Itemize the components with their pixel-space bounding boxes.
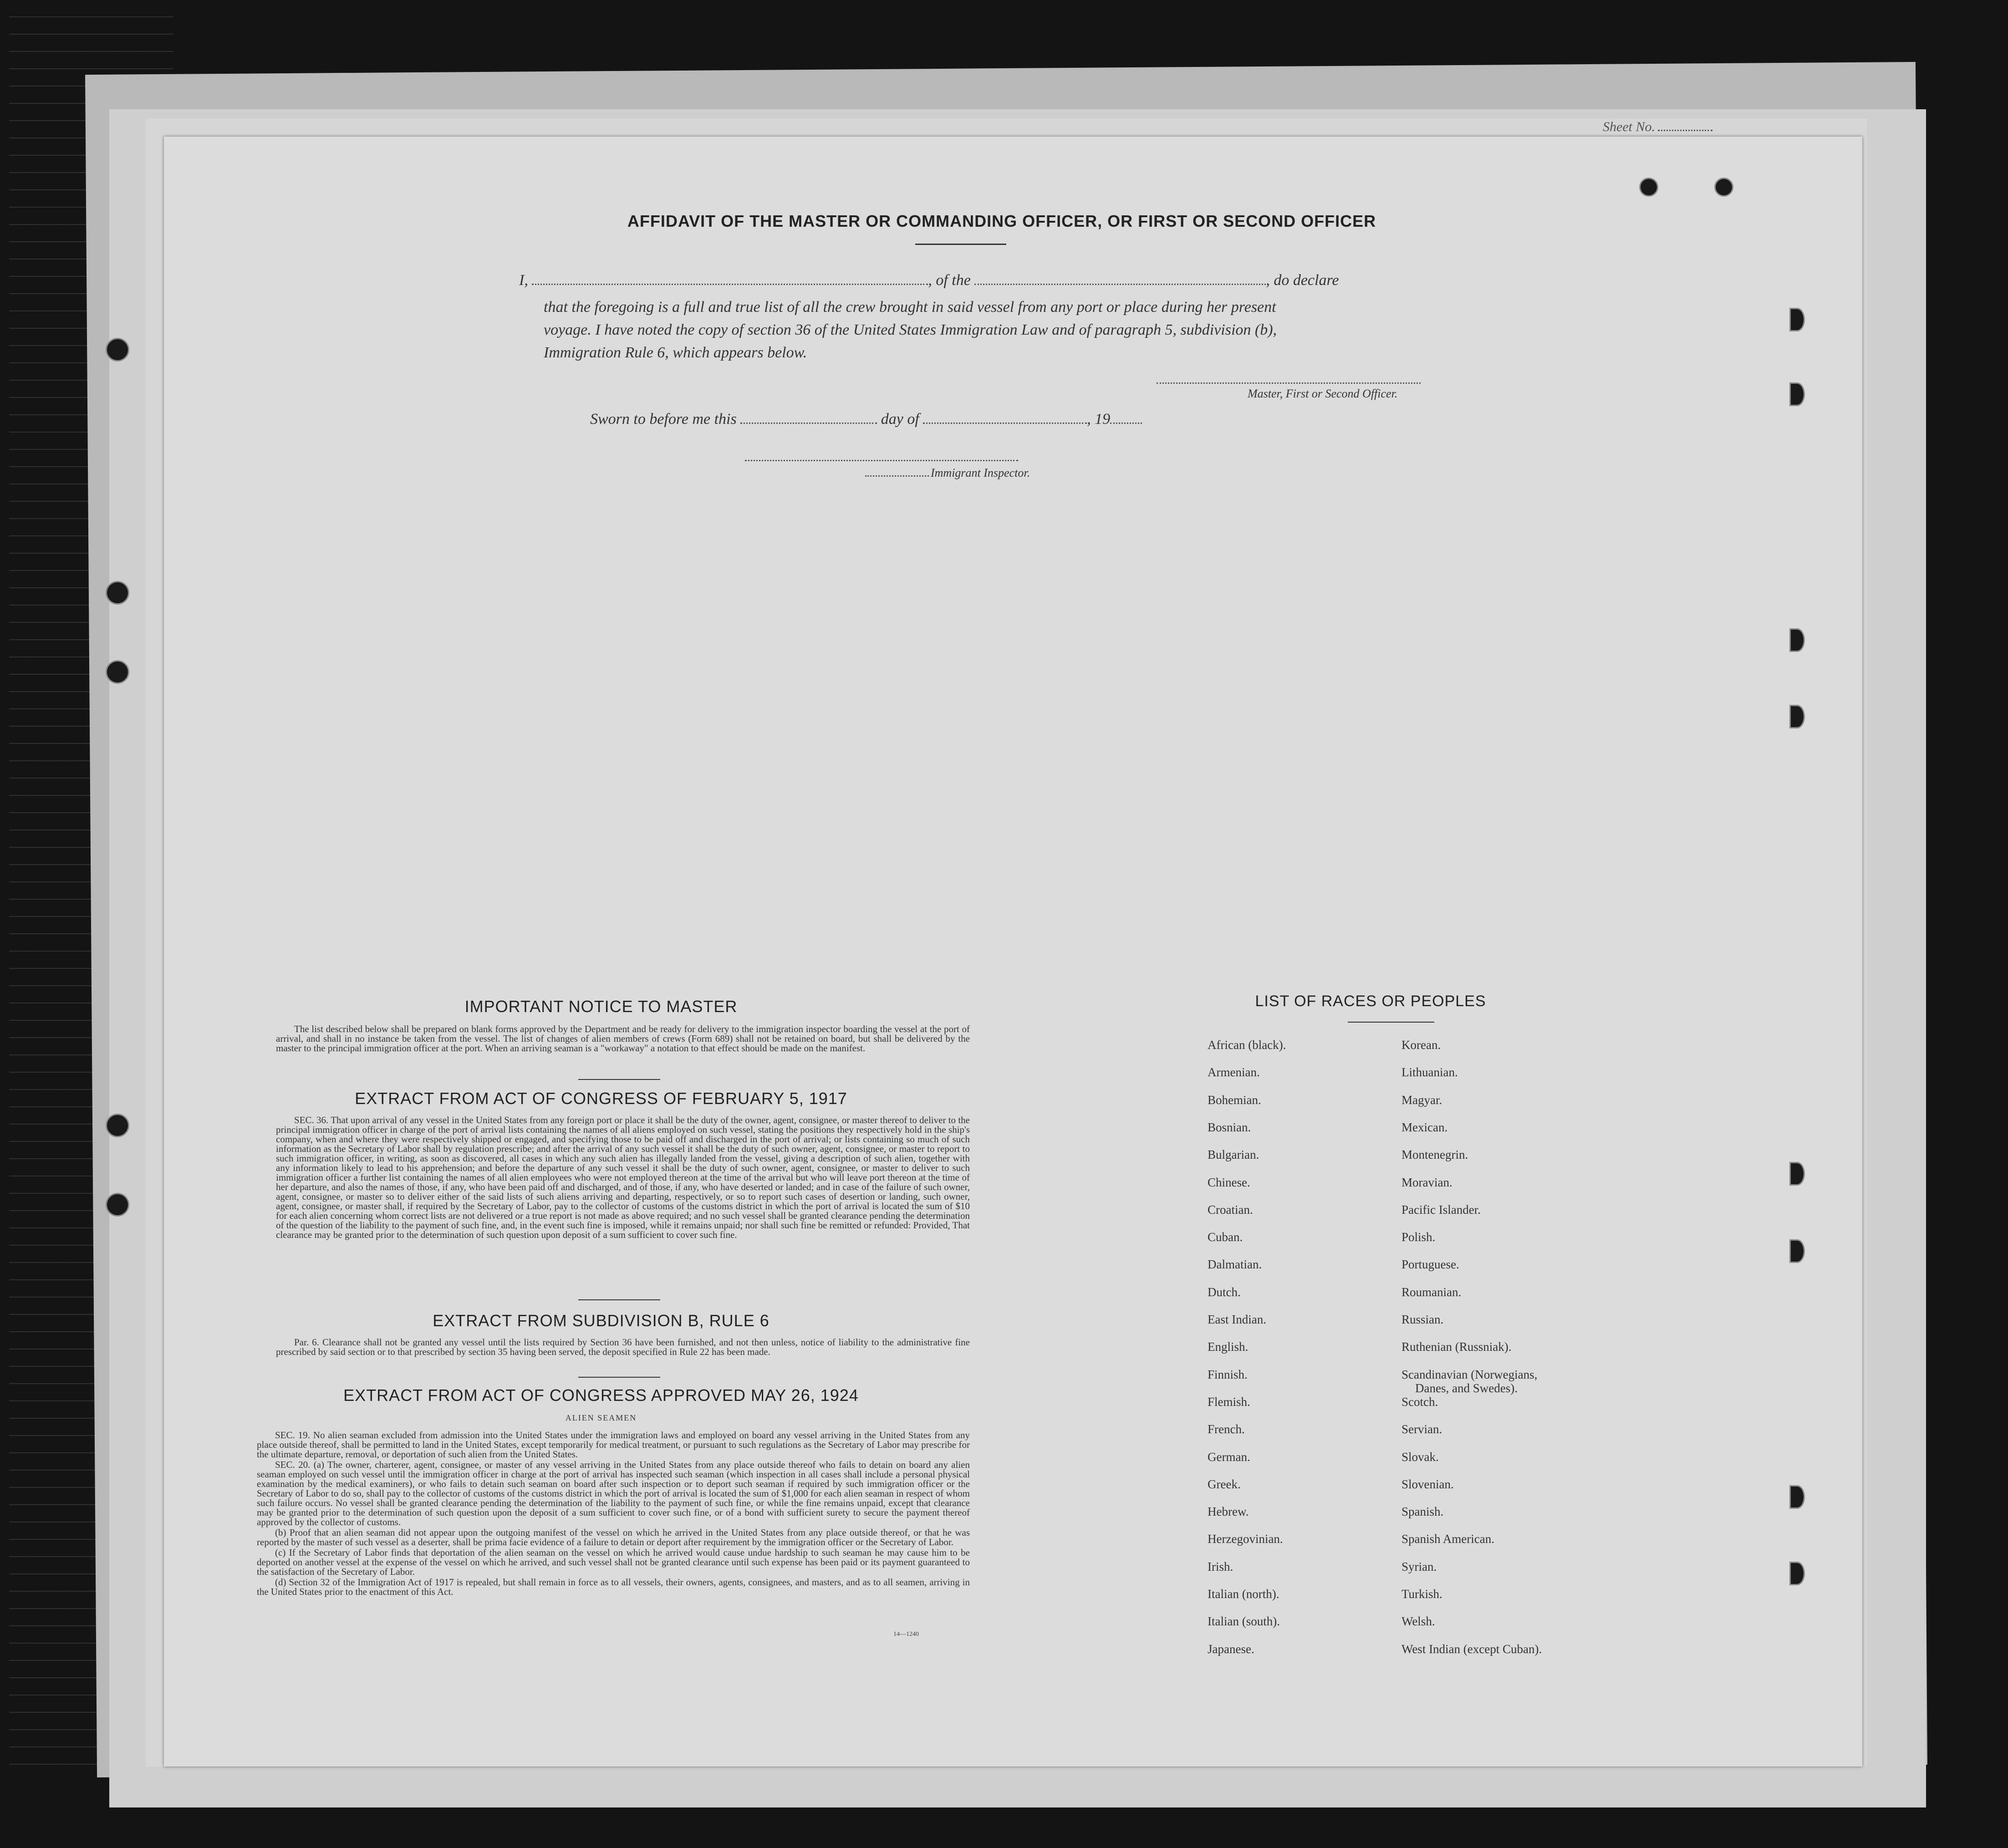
race-entry: Japanese. [1208, 1642, 1254, 1656]
race-entry: Herzegovinian. [1208, 1532, 1283, 1546]
sheet-number [1603, 119, 1712, 135]
binder-hole-icon [106, 338, 129, 361]
race-entry: Magyar. [1402, 1093, 1442, 1107]
race-entry: Scandinavian (Norwegians, [1402, 1367, 1538, 1381]
race-entry: Moravian. [1402, 1175, 1452, 1189]
affidavit-title: AFFIDAVIT OF THE MASTER OR COMMANDING OFFICER, OR FIRST OR SECOND OFFICER [627, 212, 1376, 230]
race-entry: West Indian (except Cuban). [1402, 1642, 1542, 1656]
binder-hole-icon [1789, 1562, 1805, 1585]
race-entry: Bosnian. [1208, 1120, 1251, 1134]
affidavit-text-line: voyage. I have noted the copy of section 36 of the United States Immigration Law and of paragraph 5, subdivision (b), [544, 321, 1277, 338]
race-entry: Servian. [1402, 1422, 1442, 1436]
section-rule [578, 1377, 660, 1378]
race-entry: Bohemian. [1208, 1093, 1261, 1107]
notice-paragraph: The list described below shall be prepared on blank forms approved by the Department and be ready for delivery to the immigration inspector boarding the vessel at the port of arrival, and shall in no instance be taken from the vessel. The list of changes of alien members of crews (Form 689) shall not be retained on board, but shall be delivered by the master to the principal immigration officer at the port. When an arriving seaman is a "workaway" a notation to that effect should be made on the manifest. [276, 1023, 970, 1054]
inspector-dots [865, 469, 929, 477]
binder-hole-icon [1789, 308, 1805, 331]
race-entry: Welsh. [1402, 1614, 1435, 1629]
race-entry: Mexican. [1402, 1120, 1448, 1134]
race-entry: Bulgarian. [1208, 1148, 1259, 1162]
sec-20a-paragraph: SEC. 20. (a) The owner, charterer, agent, consignee, or master of any vessel arriving in the United States from any place outside thereof who fails to detain on board any alien seaman employed on such vessel until the immigration officer in charge at the port of arrival has inspected such seaman (which inspection in all cases shall include a personal physical examination by the medical examiners), or who fails to detain such seaman on board after such inspection or to deport such seaman if required by such immigration officer or the Secretary of Labor to do so, shall pay to the collector of customs of the customs district in which the port of arrival is located the sum of $1,000 for each alien seaman in respect of whom such failure occurs. No vessel shall be granted clearance pending the determination of the liability to the payment of such fine, or while the fine remains unpaid, except that clearance may be granted prior to the determination of such question upon the deposit of a sum sufficient to cover such fine, or of a bond with sufficient surety to secure the payment thereof approved by the collector of customs. [257, 1459, 970, 1527]
extract-1924-body [257, 1431, 970, 1598]
race-entry: Korean. [1402, 1038, 1441, 1052]
race-entry: African (black). [1208, 1038, 1286, 1052]
race-entry: Roumanian. [1402, 1285, 1462, 1299]
binder-hole-icon [106, 581, 129, 605]
binder-hole-icon [1789, 705, 1805, 728]
binder-hole-icon [1789, 628, 1805, 652]
extract-1924-title: EXTRACT FROM ACT OF CONGRESS APPROVED MAY 26, 1924 [343, 1386, 859, 1405]
inspector-caption [865, 466, 1030, 480]
binder-hole-icon [1789, 1485, 1805, 1509]
master-signature-caption: Master, First or Second Officer. [1248, 387, 1398, 400]
notice-body [276, 1024, 970, 1054]
race-entry: Russian. [1402, 1313, 1444, 1326]
race-entry: Dutch. [1208, 1285, 1241, 1299]
race-entry: Cuban. [1208, 1230, 1243, 1244]
race-entry: Spanish American. [1402, 1532, 1494, 1546]
sheet-number-blank [1658, 130, 1712, 131]
race-entry: Montenegrin. [1402, 1148, 1468, 1162]
year-label: , 19 [1087, 411, 1111, 428]
race-entry: Croatian. [1208, 1202, 1253, 1217]
race-entry: Ruthenian (Russniak). [1402, 1340, 1512, 1354]
affidavit-text-line: Immigration Rule 6, which appears below. [544, 344, 807, 361]
binder-hole-icon [1789, 1162, 1805, 1186]
inspector-signature-blank [745, 451, 1018, 461]
vessel-name-blank [974, 275, 1266, 285]
section-rule [578, 1079, 660, 1080]
race-entry: Pacific Islander. [1402, 1202, 1481, 1217]
binder-hole-icon [1714, 178, 1733, 197]
sworn-line [590, 411, 1142, 428]
race-entry: Portuguese. [1402, 1257, 1459, 1272]
race-entry: German. [1208, 1450, 1250, 1464]
race-entry: Spanish. [1402, 1505, 1444, 1519]
master-signature-blank [1157, 373, 1421, 384]
race-entry: Chinese. [1208, 1175, 1250, 1189]
binder-hole-icon [106, 660, 129, 684]
extract-rule6-body [276, 1338, 970, 1358]
year-blank [1110, 413, 1142, 424]
binder-hole-icon [1639, 178, 1658, 197]
race-entry: Lithuanian. [1402, 1065, 1458, 1079]
extract-rule6-title: EXTRACT FROM SUBDIVISION B, RULE 6 [433, 1311, 770, 1330]
race-entry: Greek. [1208, 1477, 1241, 1491]
inspector-caption-text: Immigrant Inspector. [931, 466, 1030, 479]
races-title-rule [1348, 1022, 1434, 1023]
sec-20d-paragraph: (d) Section 32 of the Immigration Act of 1917 is repealed, but shall remain in force as to all vessels, their owners, agents, consignees, and masters, and as to all seamen, arriving in the United States prior to the enactment of this Act. [257, 1577, 970, 1597]
race-entry: Dalmatian. [1208, 1257, 1262, 1272]
race-entry: East Indian. [1208, 1313, 1266, 1326]
extract-1917-title: EXTRACT FROM ACT OF CONGRESS OF FEBRUARY 5, 1917 [355, 1089, 847, 1108]
race-entry: Italian (south). [1208, 1614, 1280, 1629]
race-entry: Slovenian. [1402, 1477, 1454, 1491]
day-of-label: day of [881, 411, 919, 428]
sworn-label: Sworn to before me this [590, 411, 737, 428]
extract-rule6-paragraph: Par. 6. Clearance shall not be granted any vessel until the lists required by Section 36 have been furnished, and not then unless, notice of liability to the administrative fine prescribed by said section or to that prescribed by section 35 having been served, the deposit specified in Rule 22 has been made. [276, 1337, 970, 1357]
binder-hole-icon [106, 1193, 129, 1217]
affidavit-text-line: that the foregoing is a full and true list of all the crew brought in said vessel from any port or place during her present [544, 299, 1276, 316]
sworn-date-blank [740, 413, 877, 424]
race-entry: Finnish. [1208, 1367, 1248, 1381]
race-entry: Slovak. [1402, 1450, 1439, 1464]
races-title: LIST OF RACES OR PEOPLES [1255, 993, 1486, 1010]
binder-hole-icon [106, 1114, 129, 1137]
race-entry: Flemish. [1208, 1395, 1250, 1409]
form-number: 14—1240 [893, 1631, 919, 1638]
race-entry: Hebrew. [1208, 1505, 1249, 1519]
binder-hole-icon [1789, 382, 1805, 406]
race-entry: Polish. [1402, 1230, 1436, 1244]
sheet-number-label: Sheet No. [1603, 119, 1655, 134]
race-entry: Italian (north). [1208, 1587, 1279, 1601]
extract-1917-body [276, 1115, 970, 1241]
of-the-label: , of the [928, 272, 971, 289]
sec-20b-paragraph: (b) Proof that an alien seaman did not appear upon the outgoing manifest of the vessel on which he arrived in the United States from any place outside thereof, or that he was reported by the master of such vessel as a deserter, shall be prima facie evidence of a failure to detain or deport after requirement by the immigration officer or the Secretary of Labor. [257, 1527, 970, 1548]
affiant-name-blank [532, 275, 928, 285]
affidavit-declaration-line [519, 272, 1339, 289]
title-rule [915, 244, 1006, 245]
sec-20c-paragraph: (c) If the Secretary of Labor finds that deportation of the alien seaman on the vessel on which he arrived would cause undue hardship to such seaman he may cause him to be deported on another vessel at the expense of the vessel on which he arrived, and such vessel shall not be granted clearance until such expense has been paid or its payment guaranteed to the satisfaction of the Secretary of Labor. [257, 1547, 970, 1577]
race-entry: Scotch. [1402, 1395, 1438, 1409]
alien-seamen-subtitle: ALIEN SEAMEN [565, 1413, 637, 1422]
sworn-month-blank [923, 413, 1087, 424]
race-entry: Danes, and Swedes). [1415, 1381, 1518, 1395]
race-entry: Irish. [1208, 1559, 1233, 1573]
extract-1917-paragraph: SEC. 36. That upon arrival of any vessel in the United States from any foreign port or place it shall be the duty of the owner, agent, consignee, or master thereof to deliver to the principal immigration officer in charge of the port of arrival lists containing the names of all aliens employed on such vessel, stating the positions they respectively hold in the ship's company, when and where they were respectively shipped or engaged, and specifying those to be paid off and discharged in the port of arrival; or lists containing so much of such information as the Secretary of Labor shall by regulation prescribe; and after the arrival of any such vessel it shall be the duty of such owner, agent, consignee, or master to report to such immigration officer, in writing, as soon as discovered, all cases in which any such alien has illegally landed from the vessel, giving a description of such alien, together with any information likely to lead to his apprehension; and before the departure of any such vessel it shall be the duty of such owner, agent, consignee, or master to deliver to such immigration officer a further list containing the names of all alien employees who were not employed thereon at the time of the arrival but who will leave port thereon at the time of her departure, and also the names of those, if any, who have been paid off and discharged, and of those, if any, who have deserted or landed; and in case of the failure of such owner, agent, consignee, or master so to deliver either of the said lists of such aliens arriving and departing, respectively, or so to report such cases of desertion or landing, such owner, agent, consignee, or master shall, if required by the Secretary of Labor, pay to the collector of customs of the customs district in which the port of arrival is located the sum of $10 for each alien concerning whom correct lists are not delivered or a true report is not made as above required; and no such vessel shall be granted clearance pending the determination of the question of the liability to the payment of such fine, and, in the event such fine is imposed, while it remains unpaid; nor shall such fine be remitted or refunded: Provided, That clearance may be granted prior to the determination of such question upon deposit of a sum sufficient to cover such fine. [276, 1115, 970, 1240]
notice-title: IMPORTANT NOTICE TO MASTER [464, 997, 738, 1016]
race-entry: Armenian. [1208, 1065, 1260, 1079]
race-entry: English. [1208, 1340, 1249, 1354]
race-entry: Turkish. [1402, 1587, 1442, 1601]
race-entry: Syrian. [1402, 1559, 1437, 1573]
race-entry: French. [1208, 1422, 1245, 1436]
affiant-label: I, [519, 272, 528, 289]
binder-hole-icon [1789, 1239, 1805, 1263]
section-rule [578, 1299, 660, 1300]
do-declare-label: , do declare [1266, 272, 1339, 289]
sec-19-paragraph: SEC. 19. No alien seaman excluded from admission into the United States under the immigration laws and employed on board any vessel arriving in the United States from any place outside thereof, shall be permitted to land in the United States, except temporarily for medical treatment, or pursuant to such regulations as the Secretary of Labor may prescribe for the ultimate departure, removal, or deportation of such alien from the United States. [257, 1430, 970, 1460]
